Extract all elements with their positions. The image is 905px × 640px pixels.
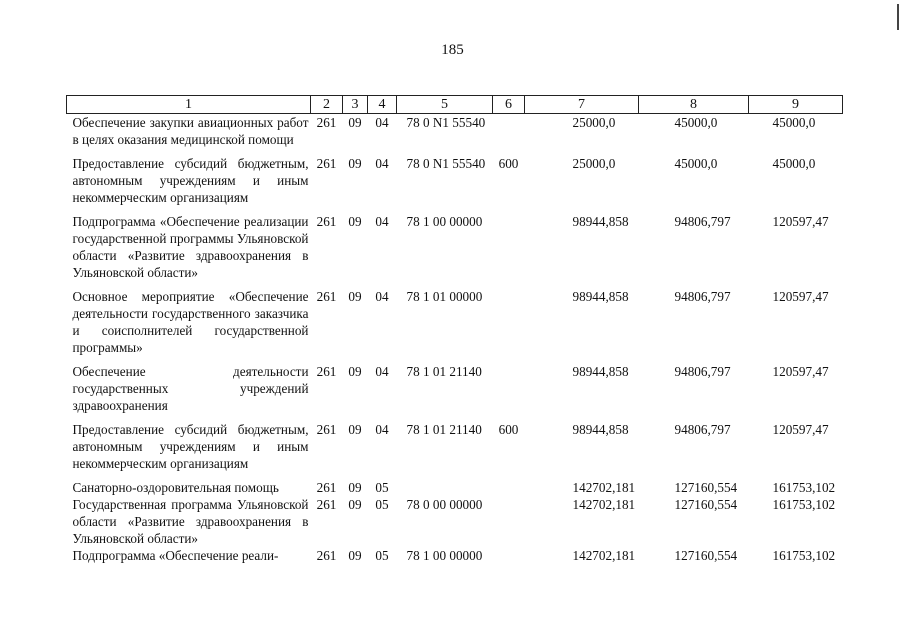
amount-col-9: 120597,47	[772, 364, 829, 379]
target-article-code: 78 1 01 21140	[406, 422, 482, 437]
amount-col-8: 94806,797	[674, 289, 731, 304]
amount-col-8: 94806,797	[674, 214, 731, 229]
expense-type-code	[493, 356, 525, 414]
column-header-8: 8	[639, 96, 749, 114]
ministry-code: 261	[316, 548, 337, 563]
expense-type-code	[493, 472, 525, 496]
table-row	[67, 547, 843, 564]
amount-col-9: 45000,0	[772, 115, 816, 130]
amount-col-7: 98944,858	[572, 422, 629, 437]
section-code: 09	[348, 497, 362, 512]
amount-col-9: 161753,102	[772, 480, 836, 495]
expense-type-code	[493, 114, 525, 149]
amount-col-8: 127160,554	[674, 480, 738, 495]
row-name: Основное мероприятие «Обеспечение деятельности государственного заказчика и соисполнителей государственной программы»	[72, 289, 309, 355]
ministry-code: 261	[316, 364, 337, 379]
target-article-code: 78 1 01 00000	[406, 289, 483, 304]
table-row	[67, 114, 843, 149]
table-row	[67, 356, 843, 414]
ministry-code: 261	[316, 115, 337, 130]
ministry-code: 261	[316, 156, 337, 171]
scan-edge-mark	[897, 4, 899, 30]
row-name: Санаторно-оздоровительная помощь	[72, 480, 279, 495]
table-row	[67, 281, 843, 356]
ministry-code: 261	[316, 497, 337, 512]
column-number-row	[67, 96, 843, 114]
amount-col-8: 45000,0	[674, 156, 718, 171]
row-name: Подпрограмма «Обеспечение реали-	[72, 548, 279, 563]
section-code: 09	[348, 422, 362, 437]
amount-col-9: 120597,47	[772, 214, 829, 229]
amount-col-9: 161753,102	[772, 548, 836, 563]
subsection-code: 04	[375, 115, 389, 130]
expense-type-code	[493, 547, 525, 564]
expense-type-code	[493, 206, 525, 281]
amount-col-7: 25000,0	[572, 115, 616, 130]
table-row	[67, 148, 843, 206]
column-header-1: 1	[67, 96, 311, 114]
ministry-code: 261	[316, 480, 337, 495]
subsection-code: 05	[375, 548, 389, 563]
column-header-6: 6	[493, 96, 525, 114]
amount-col-7: 142702,181	[572, 480, 636, 495]
row-name: Обеспечение закупки авиационных работ в целях оказания медицинской помощи	[72, 115, 309, 147]
target-article-code	[397, 472, 493, 496]
table-row	[67, 496, 843, 547]
expense-type-code	[493, 496, 525, 547]
amount-col-7: 98944,858	[572, 364, 629, 379]
row-name: Предоставление субсидий бюджетным, автономным учреждениям и иным некоммерческим организациям	[72, 422, 309, 471]
target-article-code: 78 1 00 00000	[406, 214, 483, 229]
column-header-3: 3	[343, 96, 368, 114]
amount-col-9: 120597,47	[772, 422, 829, 437]
target-article-code: 78 0 N1 55540	[406, 115, 486, 130]
row-name: Подпрограмма «Обеспечение реализации государственной программы Ульяновской области «Развитие здравоохранения в Ульяновской области»	[72, 214, 309, 280]
subsection-code: 04	[375, 422, 389, 437]
column-header-9: 9	[749, 96, 843, 114]
ministry-code: 261	[316, 422, 337, 437]
amount-col-9: 45000,0	[772, 156, 816, 171]
table-row	[67, 206, 843, 281]
row-name: Предоставление субсидий бюджетным, автономным учреждениям и иным некоммерческим организациям	[72, 156, 309, 205]
expense-type-code: 600	[498, 156, 519, 171]
column-header-2: 2	[311, 96, 343, 114]
target-article-code: 78 1 00 00000	[406, 548, 483, 563]
target-article-code: 78 1 01 21140	[406, 364, 482, 379]
section-code: 09	[348, 480, 362, 495]
page-number: 185	[441, 42, 464, 58]
expense-type-code	[493, 281, 525, 356]
subsection-code: 04	[375, 214, 389, 229]
row-name: Обеспечение деятельности государственных учреждений здравоохранения	[72, 364, 309, 413]
amount-col-8: 94806,797	[674, 422, 731, 437]
amount-col-7: 25000,0	[572, 156, 616, 171]
amount-col-9: 161753,102	[772, 497, 836, 512]
subsection-code: 04	[375, 289, 389, 304]
table-row	[67, 472, 843, 496]
subsection-code: 04	[375, 156, 389, 171]
section-code: 09	[348, 156, 362, 171]
section-code: 09	[348, 289, 362, 304]
subsection-code: 04	[375, 364, 389, 379]
amount-col-7: 142702,181	[572, 548, 636, 563]
ministry-code: 261	[316, 289, 337, 304]
column-header-5: 5	[397, 96, 493, 114]
section-code: 09	[348, 214, 362, 229]
row-name: Государственная программа Ульяновской области «Развитие здравоохранения в Ульяновской области»	[72, 497, 309, 546]
budget-table	[66, 95, 843, 564]
ministry-code: 261	[316, 214, 337, 229]
amount-col-8: 45000,0	[674, 115, 718, 130]
column-header-7: 7	[525, 96, 639, 114]
expense-type-code: 600	[498, 422, 519, 437]
amount-col-9: 120597,47	[772, 289, 829, 304]
target-article-code: 78 0 00 00000	[406, 497, 483, 512]
table-row	[67, 414, 843, 472]
section-code: 09	[348, 548, 362, 563]
amount-col-8: 94806,797	[674, 364, 731, 379]
amount-col-7: 98944,858	[572, 214, 629, 229]
target-article-code: 78 0 N1 55540	[406, 156, 486, 171]
section-code: 09	[348, 364, 362, 379]
subsection-code: 05	[375, 480, 389, 495]
amount-col-8: 127160,554	[674, 548, 738, 563]
column-header-4: 4	[368, 96, 397, 114]
subsection-code: 05	[375, 497, 389, 512]
amount-col-7: 142702,181	[572, 497, 636, 512]
amount-col-7: 98944,858	[572, 289, 629, 304]
section-code: 09	[348, 115, 362, 130]
amount-col-8: 127160,554	[674, 497, 738, 512]
table-body	[67, 114, 843, 565]
